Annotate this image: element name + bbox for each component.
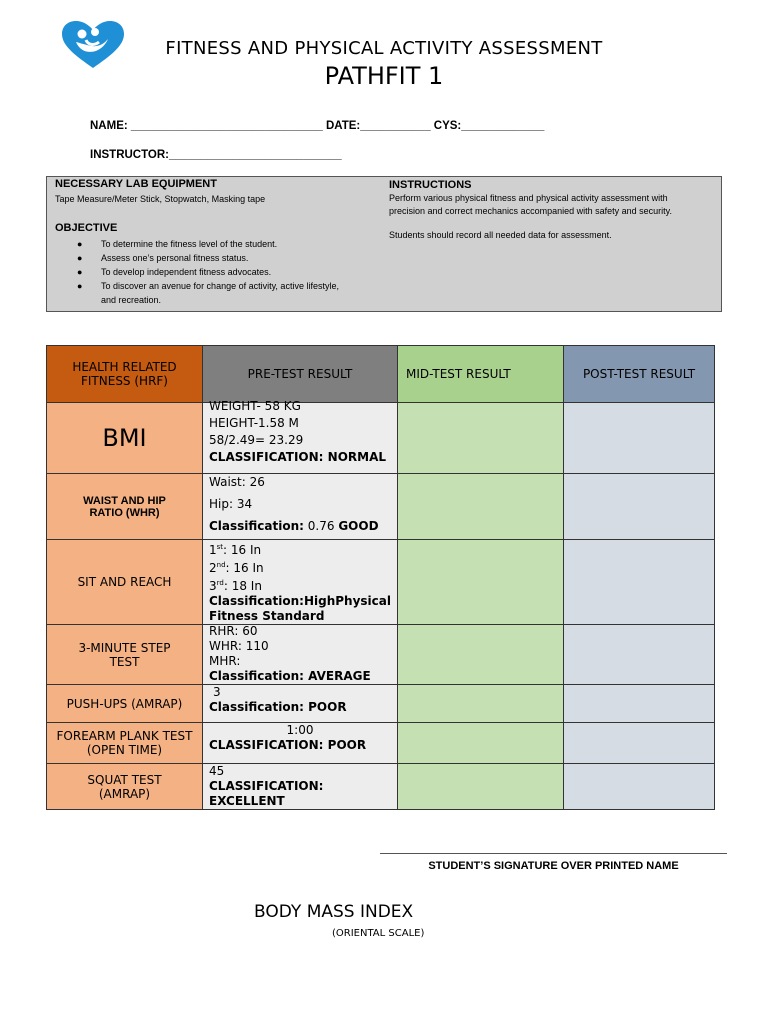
course-title: PATHFIT 1: [324, 62, 444, 90]
pushups-label: PUSH-UPS (AMRAP): [47, 685, 203, 723]
step-test-label: 3-MINUTE STEP TEST: [47, 625, 203, 685]
signature-label: STUDENT’S SIGNATURE OVER PRINTED NAME: [428, 860, 679, 872]
mid-test-header: MID-TEST RESULT: [398, 346, 564, 403]
plank-pre-cell[interactable]: 1:00 CLASSIFICATION: POOR: [203, 723, 398, 764]
list-item: ● Assess one’s personal fitness status.: [77, 253, 249, 263]
list-item: ● To discover an avenue for change of activity, active lifestyle, and recreation.: [77, 281, 339, 305]
list-item: ● To determine the fitness level of the student.: [77, 239, 278, 249]
equipment-text: Tape Measure/Meter Stick, Stopwatch, Masking tape: [55, 194, 266, 204]
bmi-pre-cell[interactable]: WEIGHT- 58 KG HEIGHT-1.58 M 58/2.49= 23.29 CLASSIFICATION: NORMAL: [203, 403, 398, 474]
plank-label: FOREARM PLANK TEST (OPEN TIME): [47, 723, 203, 764]
objective-heading: OBJECTIVE: [55, 222, 118, 234]
squat-post-cell[interactable]: [564, 764, 715, 810]
pre-test-header: PRE-TEST RESULT: [203, 346, 398, 403]
hrf-header: HEALTH RELATED FITNESS (HRF): [47, 346, 203, 403]
pushups-mid-cell[interactable]: [398, 685, 564, 723]
squat-mid-cell[interactable]: [398, 764, 564, 810]
sit-reach-pre-cell[interactable]: 1st: 16 In 2nd: 16 In 3rd: 18 In Classification:High Physical Fitness Standard: [203, 540, 398, 625]
instructions-note: Students should record all needed data for assessment.: [389, 230, 612, 240]
instructor-line: INSTRUCTOR:___________________________: [90, 149, 342, 161]
whr-post-cell[interactable]: [564, 474, 715, 540]
pushups-post-cell[interactable]: [564, 685, 715, 723]
bmi-subtitle: (ORIENTAL SCALE): [332, 928, 425, 939]
whr-pre-cell[interactable]: Waist: 26 Hip: 34 Classification: 0.76 GOOD: [203, 474, 398, 540]
table-row: [47, 540, 715, 625]
bmi-mid-cell[interactable]: [398, 403, 564, 474]
table-row: [47, 764, 715, 810]
lab-info-box: [46, 176, 722, 312]
signature-line: [380, 853, 727, 854]
plank-post-cell[interactable]: [564, 723, 715, 764]
sit-reach-mid-cell[interactable]: [398, 540, 564, 625]
bmi-post-cell[interactable]: [564, 403, 715, 474]
objective-list: [75, 237, 355, 307]
form-title: FITNESS AND PHYSICAL ACTIVITY ASSESSMENT: [165, 38, 603, 59]
bmi-section-heading: [254, 902, 425, 950]
plank-mid-cell[interactable]: [398, 723, 564, 764]
table-row: [47, 685, 715, 723]
squat-pre-cell[interactable]: 45 CLASSIFICATION: EXCELLENT: [203, 764, 398, 810]
table-row: [47, 723, 715, 764]
instructions-heading: INSTRUCTIONS: [389, 179, 472, 191]
table-row: [47, 625, 715, 685]
equipment-heading: NECESSARY LAB EQUIPMENT: [55, 178, 217, 190]
whr-label: WAIST AND HIP RATIO (WHR): [47, 474, 203, 540]
sit-reach-post-cell[interactable]: [564, 540, 715, 625]
step-test-post-cell[interactable]: [564, 625, 715, 685]
whr-mid-cell[interactable]: [398, 474, 564, 540]
sit-reach-label: SIT AND REACH: [47, 540, 203, 625]
name-date-cys-line: NAME: ______________________________ DATE:___________ CYS:_____________: [90, 120, 545, 132]
list-item: ● To develop independent fitness advocates.: [77, 267, 272, 277]
step-test-pre-cell[interactable]: RHR: 60 WHR: 110 MHR: Classification: AVERAGE: [203, 625, 398, 685]
table-row: [47, 403, 715, 474]
bmi-label: BMI: [47, 403, 203, 474]
pushups-pre-cell[interactable]: 3 Classification: POOR: [203, 685, 398, 723]
instructions-text: Perform various physical fitness and physical activity assessment with precision and correct mechanics accompanied with safety and security.: [389, 193, 672, 216]
table-row: [47, 474, 715, 540]
fitness-results-table: [46, 345, 715, 810]
bmi-title: BODY MASS INDEX: [254, 902, 414, 922]
post-test-header: POST-TEST RESULT: [564, 346, 715, 403]
step-test-mid-cell[interactable]: [398, 625, 564, 685]
squat-label: SQUAT TEST (AMRAP): [47, 764, 203, 810]
table-header-row: [47, 346, 715, 403]
